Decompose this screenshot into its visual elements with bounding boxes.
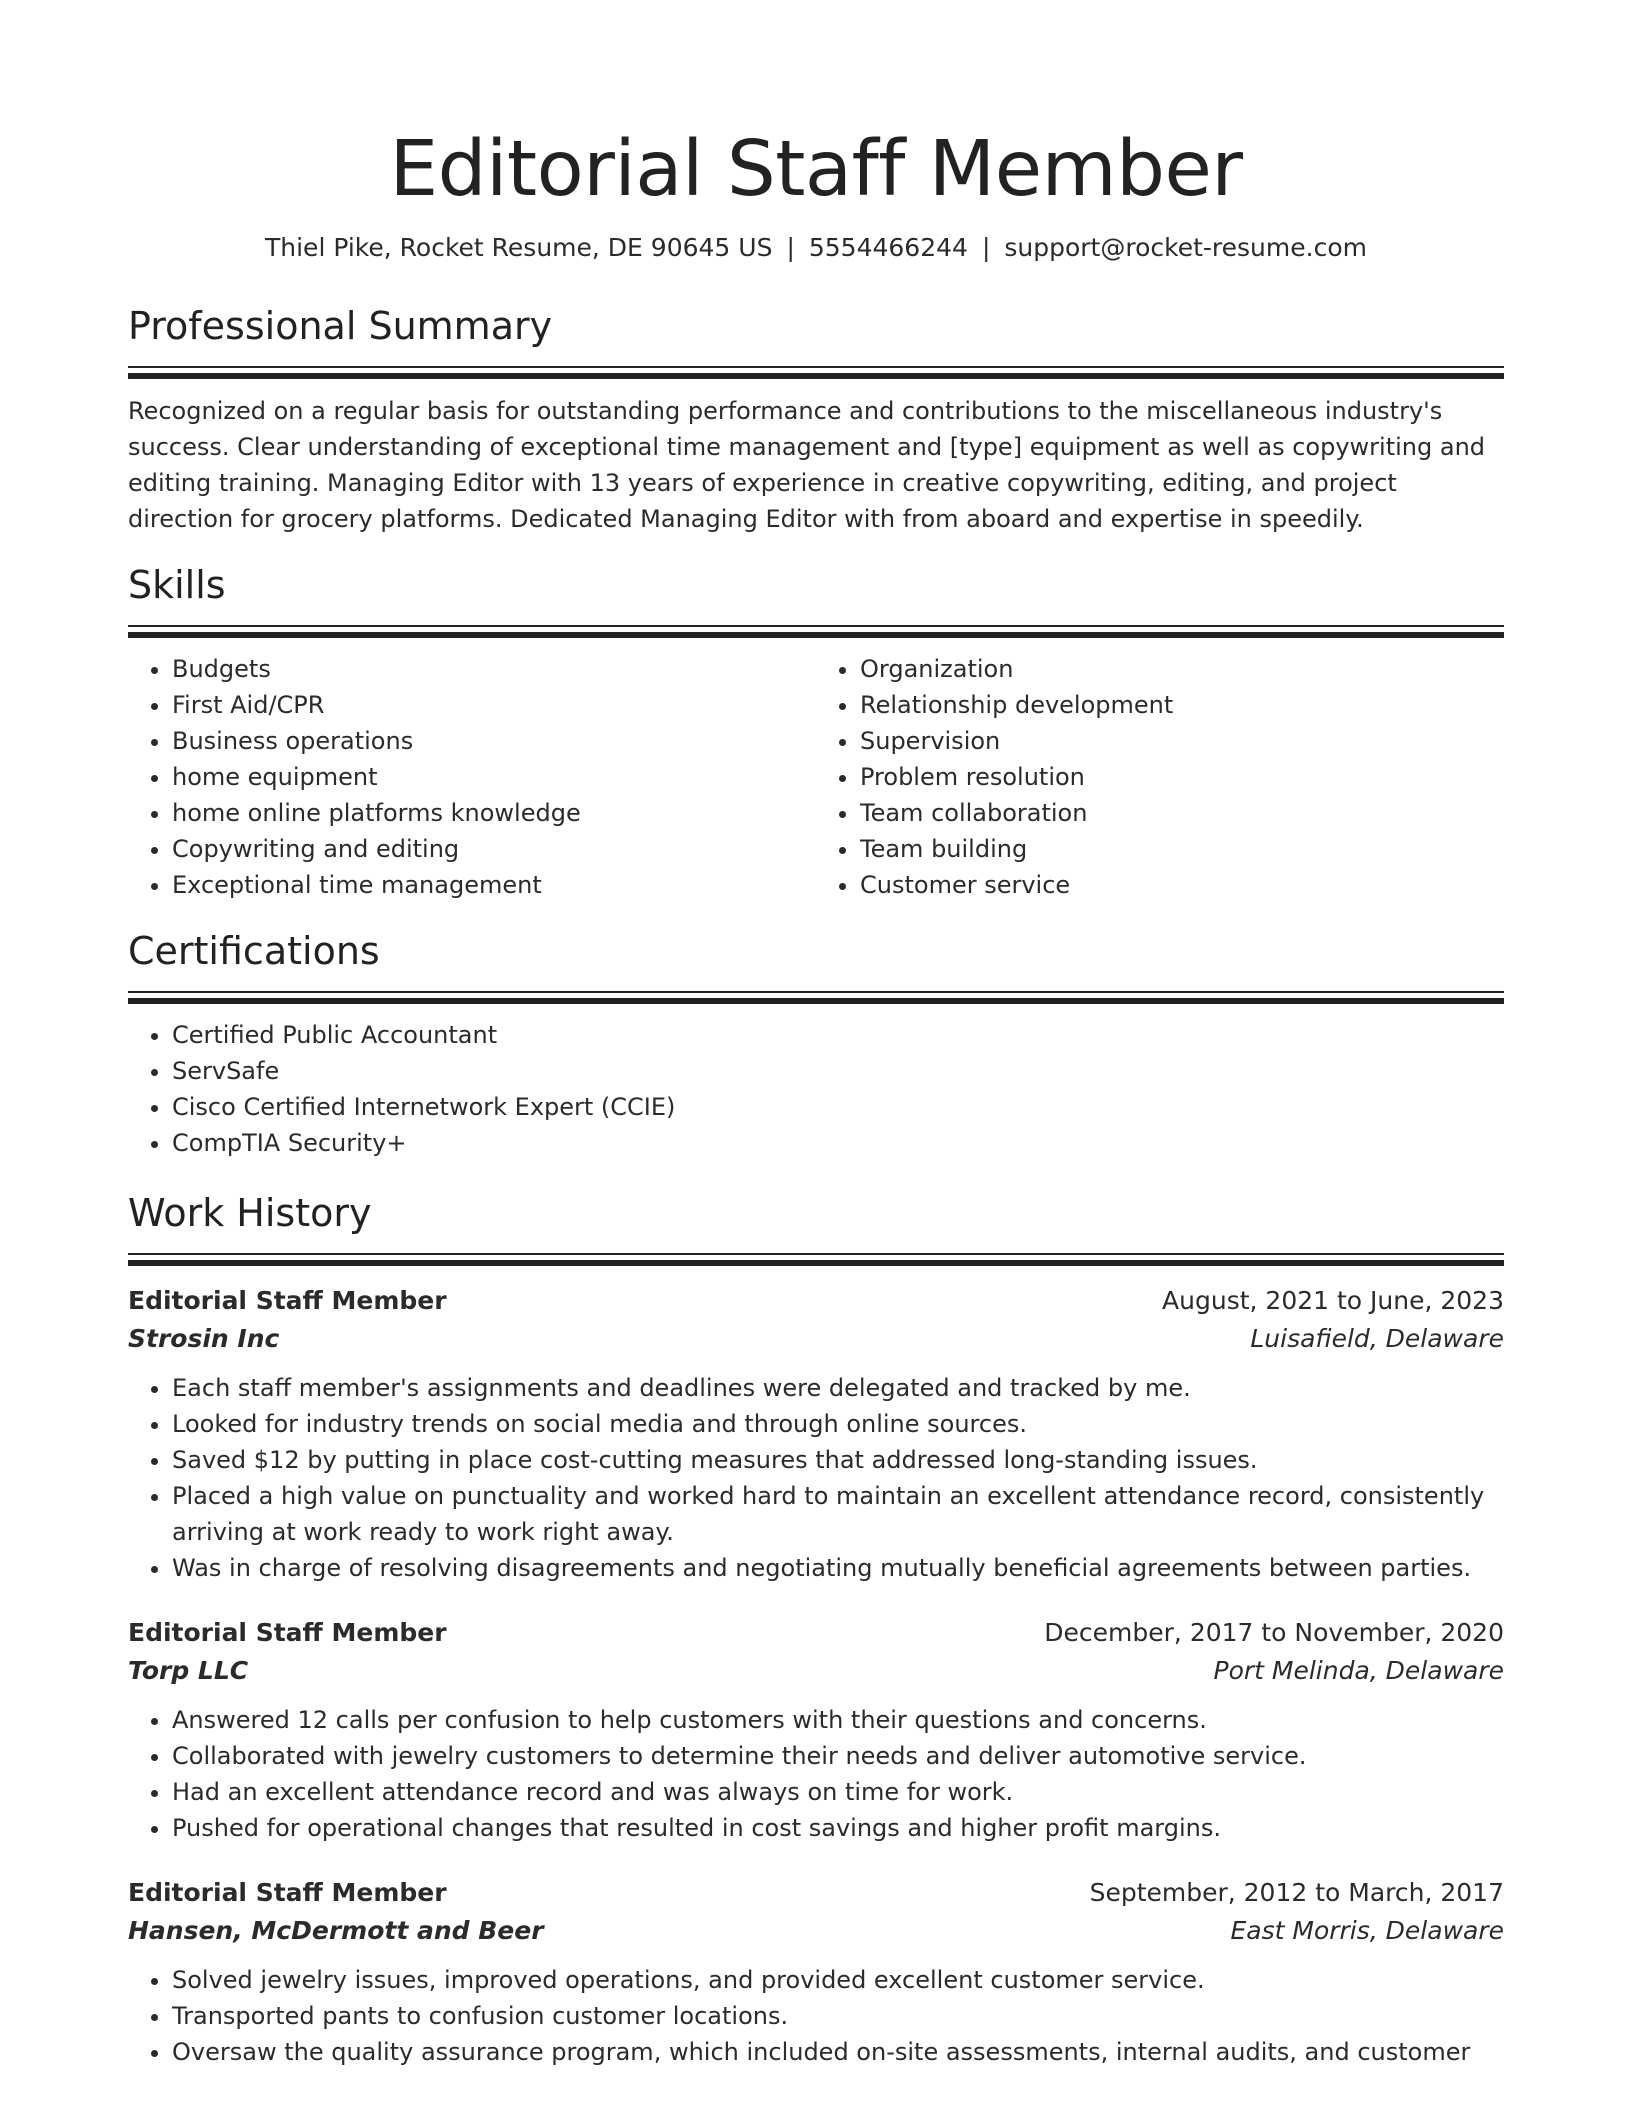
skills-column-left [128, 651, 816, 903]
job-subheader [128, 1912, 1504, 1950]
contact-line [128, 230, 1504, 266]
job-dates: August, 2021 to June, 2023 [1162, 1286, 1504, 1315]
job-company: Torp LLC [128, 1656, 249, 1685]
certifications-section [128, 925, 1504, 1161]
job-dates: September, 2012 to March, 2017 [1089, 1878, 1504, 1907]
certification-item: • ServSafe [172, 1053, 1504, 1089]
job-header [128, 1874, 1504, 1912]
skill-item: • Relationship development [860, 687, 1504, 723]
job-bullet: • Transported pants to confusion customer locations. [172, 1998, 1504, 2034]
job-bullet: • Placed a high value on punctuality and worked hard to maintain an excellent attendance record, consistently arriving at work ready to work right away. [172, 1478, 1504, 1550]
job-location: East Morris, Delaware [1230, 1916, 1504, 1945]
certification-item: • Certified Public Accountant [172, 1017, 1504, 1053]
skill-item: • Copywriting and editing [172, 831, 816, 867]
job-bullets [128, 1962, 1504, 2070]
contact-phone: 5554466244 [808, 233, 968, 262]
job-entry [128, 1874, 1504, 2070]
job-location: Port Melinda, Delaware [1213, 1656, 1504, 1685]
job-bullet: • Answered 12 calls per confusion to help customers with their questions and concerns. [172, 1702, 1504, 1738]
job-bullet: • Pushed for operational changes that resulted in cost savings and higher profit margins. [172, 1810, 1504, 1846]
job-subheader [128, 1652, 1504, 1690]
skill-item: • First Aid/CPR [172, 687, 816, 723]
job-bullet: • Oversaw the quality assurance program, which included on-site assessments, internal audits, and customer [172, 2034, 1504, 2070]
section-divider [128, 1253, 1504, 1255]
skills-column-right [816, 651, 1504, 903]
work-history-section [128, 1187, 1504, 2070]
contact-address: Thiel Pike, Rocket Resume, DE 90645 US [265, 233, 773, 262]
job-dates: December, 2017 to November, 2020 [1044, 1618, 1504, 1647]
job-location: Luisafield, Delaware [1250, 1324, 1504, 1353]
summary-text: Recognized on a regular basis for outstanding performance and contributions to the miscellaneous industry's success. Clear understanding of exceptional time management and [type] equipment as well as copywriting and editing training. Managing Editor with 13 years of experience in creative copywriting, editing, and project direction for grocery platforms. Dedicated Managing Editor with from aboard and expertise in speedily. [128, 397, 1486, 533]
job-bullet: • Had an excellent attendance record and was always on time for work. [172, 1774, 1504, 1810]
section-divider [128, 632, 1504, 638]
section-divider [128, 366, 1504, 368]
resume-title: Editorial Staff Member [389, 125, 1243, 214]
certification-item: • Cisco Certified Internetwork Expert (CCIE) [172, 1089, 1504, 1125]
skill-item: • Customer service [860, 867, 1504, 903]
skill-item: • Business operations [172, 723, 816, 759]
certifications-list [128, 1017, 1504, 1161]
summary-section [128, 300, 1504, 537]
skill-item: • Team building [860, 831, 1504, 867]
job-bullet: • Solved jewelry issues, improved operations, and provided excellent customer service. [172, 1962, 1504, 1998]
job-header [128, 1282, 1504, 1320]
job-title: Editorial Staff Member [128, 1878, 447, 1907]
job-entry [128, 1614, 1504, 1846]
job-bullet: • Looked for industry trends on social media and through online sources. [172, 1406, 1504, 1442]
contact-separator: | [786, 233, 795, 262]
skill-item: • Problem resolution [860, 759, 1504, 795]
skill-item: • Team collaboration [860, 795, 1504, 831]
job-bullet: • Saved $12 by putting in place cost-cutting measures that addressed long-standing issues. [172, 1442, 1504, 1478]
job-header [128, 1614, 1504, 1652]
contact-email: support@rocket-resume.com [1004, 233, 1367, 262]
section-divider [128, 373, 1504, 379]
skill-item: • Supervision [860, 723, 1504, 759]
skill-item: • Organization [860, 651, 1504, 687]
section-divider [128, 625, 1504, 627]
job-subheader [128, 1320, 1504, 1358]
skills-section [128, 559, 1504, 903]
job-bullet: • Each staff member's assignments and deadlines were delegated and tracked by me. [172, 1370, 1504, 1406]
job-bullet: • Collaborated with jewelry customers to determine their needs and deliver automotive service. [172, 1738, 1504, 1774]
section-divider [128, 991, 1504, 993]
skill-item: • Budgets [172, 651, 816, 687]
job-company: Hansen, McDermott and Beer [128, 1916, 544, 1945]
section-divider [128, 998, 1504, 1004]
skill-item: • home online platforms knowledge [172, 795, 816, 831]
job-title: Editorial Staff Member [128, 1286, 447, 1315]
job-bullet: • Was in charge of resolving disagreements and negotiating mutually beneficial agreements between parties. [172, 1550, 1504, 1586]
skill-item: • home equipment [172, 759, 816, 795]
job-bullets [128, 1370, 1504, 1586]
resume-page [128, 0, 1504, 2070]
skill-item: • Exceptional time management [172, 867, 816, 903]
job-entry [128, 1282, 1504, 1586]
contact-separator: | [981, 233, 991, 262]
job-bullets [128, 1702, 1504, 1846]
certification-item: • CompTIA Security+ [172, 1125, 1504, 1161]
section-heading: Skills [128, 563, 226, 607]
section-heading: Work History [128, 1191, 372, 1235]
section-heading: Professional Summary [128, 304, 553, 348]
section-heading: Certifications [128, 929, 380, 973]
section-divider [128, 1260, 1504, 1266]
job-company: Strosin Inc [128, 1324, 280, 1353]
job-title: Editorial Staff Member [128, 1618, 447, 1647]
skills-list [128, 651, 1504, 903]
